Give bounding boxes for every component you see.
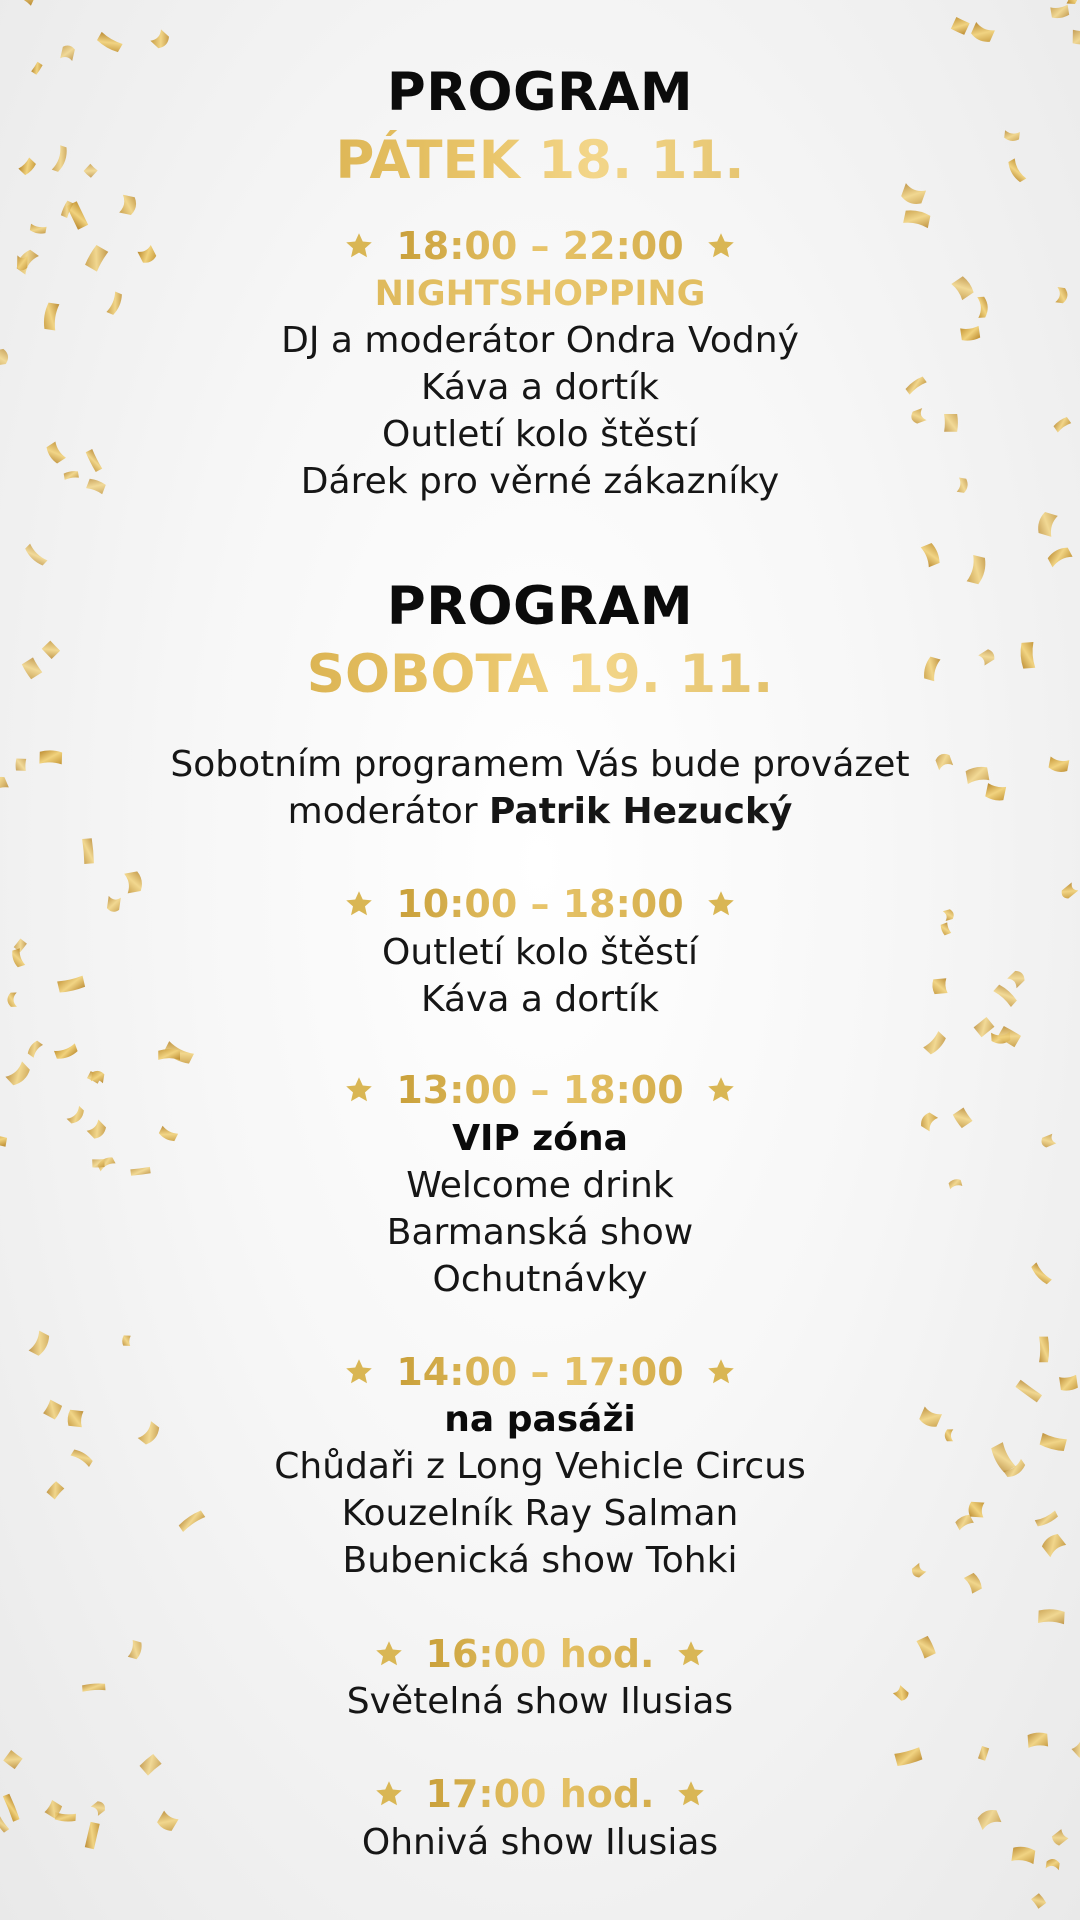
star-icon — [706, 889, 736, 919]
slot-time-row — [0, 1350, 1080, 1394]
list-item: Outletí kolo štěstí — [382, 414, 698, 455]
list-item: Outletí kolo štěstí — [382, 932, 698, 973]
slot-time: 13:00 – 18:00 — [396, 1068, 684, 1112]
slot-title: VIP zóna — [452, 1118, 628, 1159]
star-icon — [676, 1639, 706, 1669]
slot-title: na pasáži — [444, 1399, 636, 1440]
saturday-intro-line2 — [0, 791, 1080, 832]
list-item: Ochutnávky — [432, 1259, 648, 1300]
friday-date-heading: PÁTEK 18. 11. — [0, 130, 1080, 191]
star-icon — [374, 1639, 404, 1669]
saturday-date-heading: SOBOTA 19. 11. — [0, 644, 1080, 705]
list-item: Káva a dortík — [421, 979, 659, 1020]
friday-time-row — [0, 224, 1080, 268]
slot-time-row — [0, 1772, 1080, 1816]
star-icon — [706, 1075, 736, 1105]
list-item: DJ a moderátor Ondra Vodný — [281, 320, 799, 361]
nightshopping-title: NIGHTSHOPPING — [0, 274, 1080, 314]
intro-prefix: moderátor — [287, 791, 489, 832]
star-icon — [344, 1075, 374, 1105]
friday-time-range: 18:00 – 22:00 — [396, 224, 684, 268]
slot-time: 16:00 hod. — [425, 1632, 655, 1676]
slot-time-row — [0, 1632, 1080, 1676]
slot-time-row — [0, 1068, 1080, 1112]
list-item: Welcome drink — [406, 1165, 674, 1206]
star-icon — [344, 889, 374, 919]
slot-time: 10:00 – 18:00 — [396, 882, 684, 926]
star-icon — [344, 231, 374, 261]
list-item: Bubenická show Tohki — [342, 1540, 738, 1581]
list-item: Káva a dortík — [421, 367, 659, 408]
saturday-program-heading: PROGRAM — [386, 576, 694, 637]
list-item: Světelná show Ilusias — [346, 1681, 734, 1722]
star-icon — [374, 1779, 404, 1809]
host-name: Patrik Hezucký — [488, 791, 793, 832]
list-item: Dárek pro věrné zákazníky — [300, 461, 780, 502]
slot-time-row — [0, 882, 1080, 926]
star-icon — [676, 1779, 706, 1809]
slot-time: 17:00 hod. — [425, 1772, 655, 1816]
list-item: Chůdaři z Long Vehicle Circus — [274, 1446, 806, 1487]
slot-time: 14:00 – 17:00 — [396, 1350, 684, 1394]
saturday-intro-line1: Sobotním programem Vás bude provázet — [170, 744, 910, 785]
list-item: Kouzelník Ray Salman — [341, 1493, 739, 1534]
star-icon — [706, 1357, 736, 1387]
star-icon — [706, 231, 736, 261]
list-item: Barmanská show — [386, 1212, 694, 1253]
star-icon — [344, 1357, 374, 1387]
list-item: Ohnivá show Ilusias — [361, 1822, 719, 1863]
friday-program-heading: PROGRAM — [386, 62, 694, 123]
